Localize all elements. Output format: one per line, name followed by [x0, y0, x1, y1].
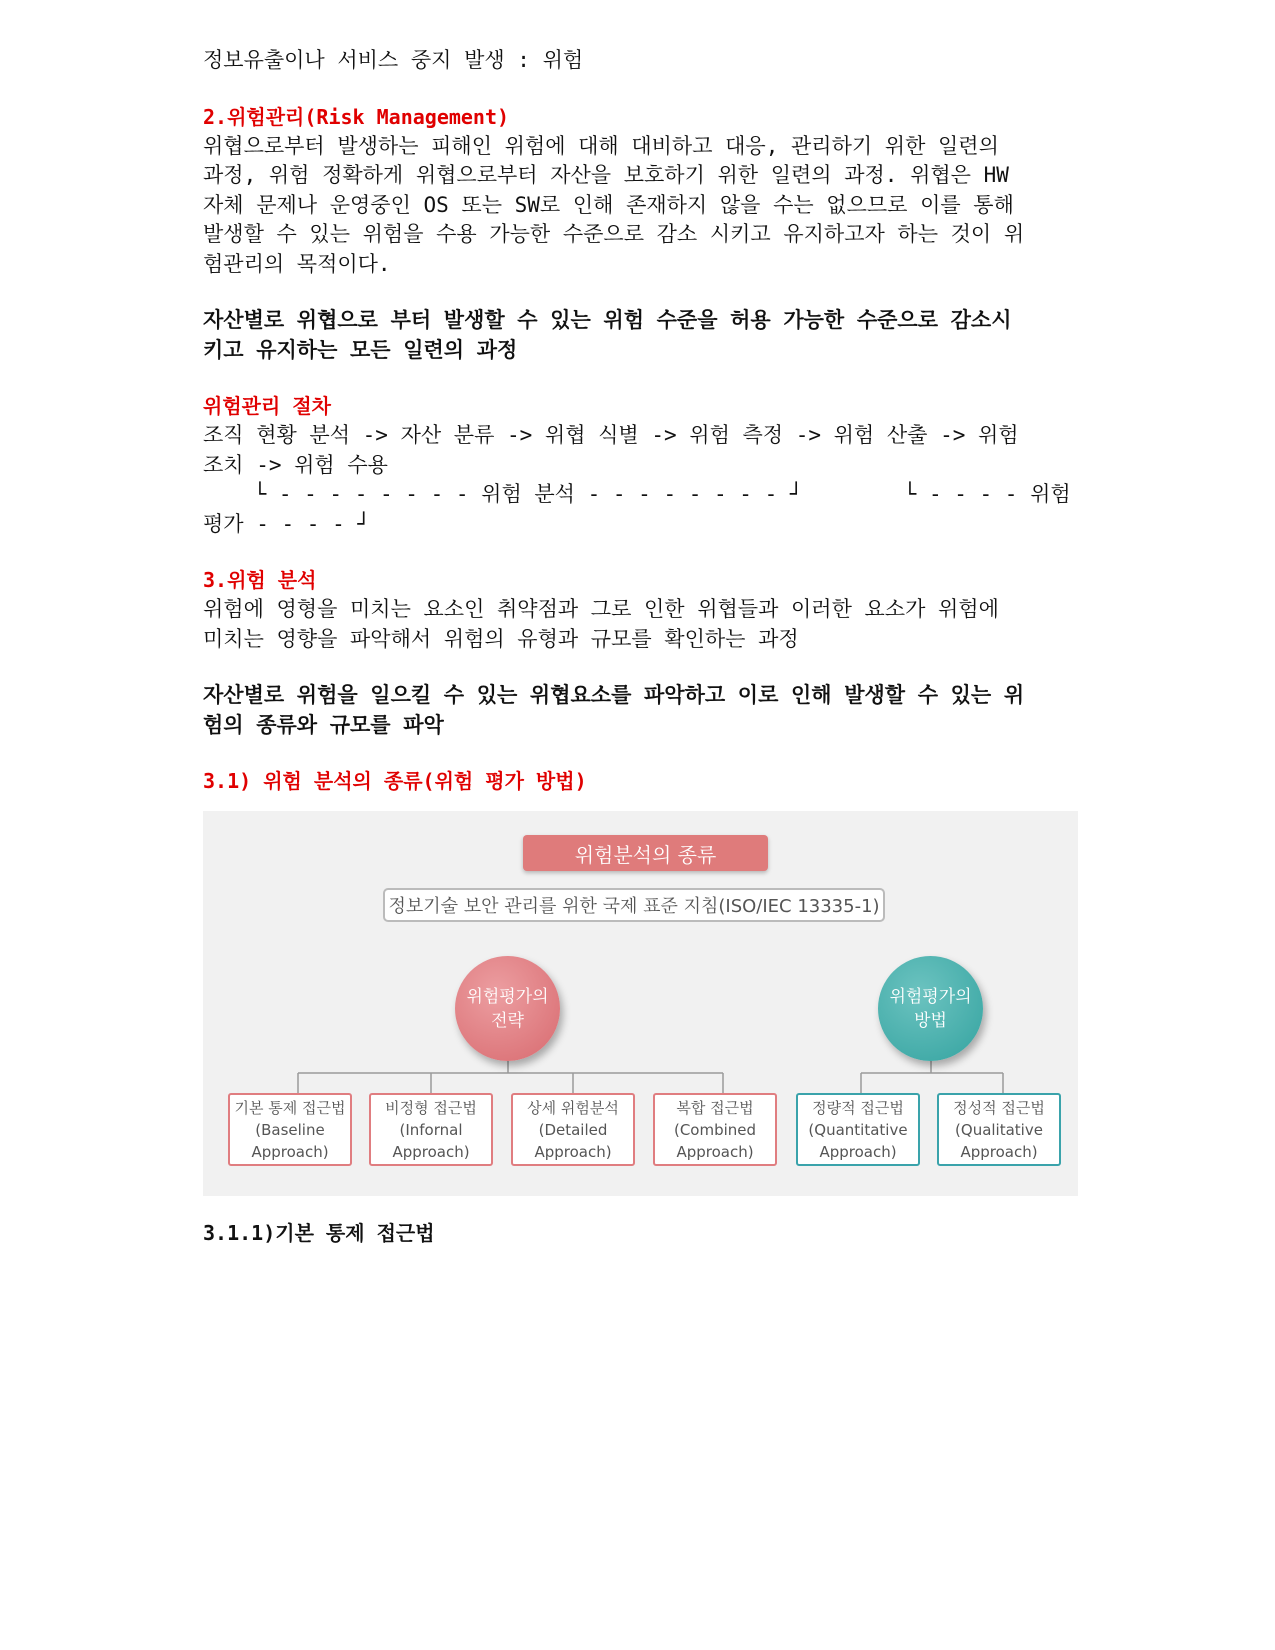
box-english: (Baseline [255, 1120, 325, 1139]
risk-analysis-diagram [203, 811, 1078, 1196]
summary-line: 험의 종류와 규모를 파악 [203, 712, 444, 737]
box-english: (Qualitative [955, 1120, 1043, 1139]
summary-line: 키고 유지하는 모든 일련의 과정 [203, 337, 518, 362]
box-english: Approach) [534, 1142, 612, 1161]
strategy-circle [455, 956, 560, 1061]
body-line: 미치는 영향을 파악해서 위험의 유형과 규모를 확인하는 과정 [203, 626, 799, 651]
box-english: (Combined [673, 1120, 757, 1139]
circle-label: 방법 [914, 1010, 947, 1031]
box-title: 비정형 접근법 [385, 1098, 477, 1117]
box-english: Approach) [676, 1142, 754, 1161]
procedure-heading: 위험관리 절차 [203, 394, 331, 418]
box-title: 복합 접근법 [676, 1098, 754, 1117]
diagram-subtitle: 정보기술 보안 관리를 위한 국제 표준 지침(ISO/IEC 13335-1) [383, 888, 885, 922]
summary-line: 자산별로 위협으로 부터 발생할 수 있는 위험 수준을 허용 가능한 수준으로 감소시 [203, 308, 1012, 332]
box-english: Approach) [819, 1142, 897, 1161]
informal-approach-box [369, 1093, 493, 1166]
section-2-heading: 2.위험관리(Risk Management) [203, 104, 510, 129]
box-title: 상세 위험분석 [527, 1098, 619, 1117]
document-page [203, 46, 1078, 796]
combined-approach-box [653, 1093, 777, 1166]
section-2-body [203, 132, 1078, 280]
circle-label: 위험평가의 [889, 986, 972, 1007]
body-line: 과정, 위험 정확하게 위협으로부터 자산을 보호하기 위한 일련의 과정. 위협은 HW [203, 163, 1009, 187]
procedure-line: 조치 -> 위험 수용 [203, 452, 388, 477]
circle-label: 전략 [491, 1010, 524, 1031]
summary-line: 자산별로 위험을 일으킬 수 있는 위협요소를 파악하고 이로 인해 발생할 수 있는 위 [203, 683, 1025, 707]
body-line: 위협으로부터 발생하는 피해인 위험에 대해 대비하고 대응, 관리하기 위한 일련의 [203, 133, 999, 158]
body-line: 험관리의 목적이다. [203, 251, 391, 276]
box-title: 기본 통제 접근법 [234, 1098, 346, 1117]
section-3-body [203, 595, 1078, 654]
body-line: 위험에 영형을 미치는 요소인 취약점과 그로 인한 위협들과 이러한 요소가 위험에 [203, 597, 999, 621]
procedure-line: 조직 현황 분석 -> 자산 분류 -> 위협 식별 -> 위험 측정 -> 위험 산출 -> 위험 [203, 423, 1019, 447]
box-title: 정성적 접근법 [953, 1098, 1045, 1117]
baseline-approach-box [228, 1093, 352, 1166]
box-title: 정량적 접근법 [812, 1098, 904, 1117]
section-3-heading: 3.위험 분석 [203, 568, 317, 592]
diagram-title: 위험분석의 종류 [523, 835, 768, 871]
section-3-1-heading: 3.1) 위험 분석의 종류(위험 평가 방법) [203, 769, 587, 793]
method-circle [878, 956, 983, 1061]
box-english: Approach) [392, 1142, 470, 1161]
detailed-approach-box [511, 1093, 635, 1166]
box-english: (Quantitative [808, 1120, 908, 1139]
qualitative-approach-box [937, 1093, 1061, 1166]
section-3-1-1-heading: 3.1.1)기본 통제 접근법 [203, 1221, 435, 1245]
procedure-line: └ - - - - - - - - 위험 분석 - - - - - - - - ┘ └ - - - - 위험 [203, 482, 1071, 506]
box-english: Approach) [960, 1142, 1038, 1161]
intro-line: 정보유출이나 서비스 중지 발생 : 위험 [203, 48, 584, 72]
procedure-body [203, 421, 1078, 539]
box-english: Approach) [251, 1142, 329, 1161]
body-line: 자체 문제나 운영중인 OS 또는 SW로 인해 존재하지 않을 수는 없으므로 이를 통해 [203, 192, 1014, 217]
body-line: 발생할 수 있는 위험을 수용 가능한 수준으로 감소 시키고 유지하고자 하는 것이 위 [203, 222, 1025, 246]
procedure-line: 평가 - - - - ┘ [203, 511, 371, 536]
section-3-summary [203, 681, 1078, 740]
box-english: (Detailed [538, 1120, 608, 1139]
quantitative-approach-box [796, 1093, 920, 1166]
box-english: (Infornal [399, 1120, 463, 1139]
circle-label: 위험평가의 [466, 986, 549, 1007]
section-2-summary [203, 306, 1078, 365]
